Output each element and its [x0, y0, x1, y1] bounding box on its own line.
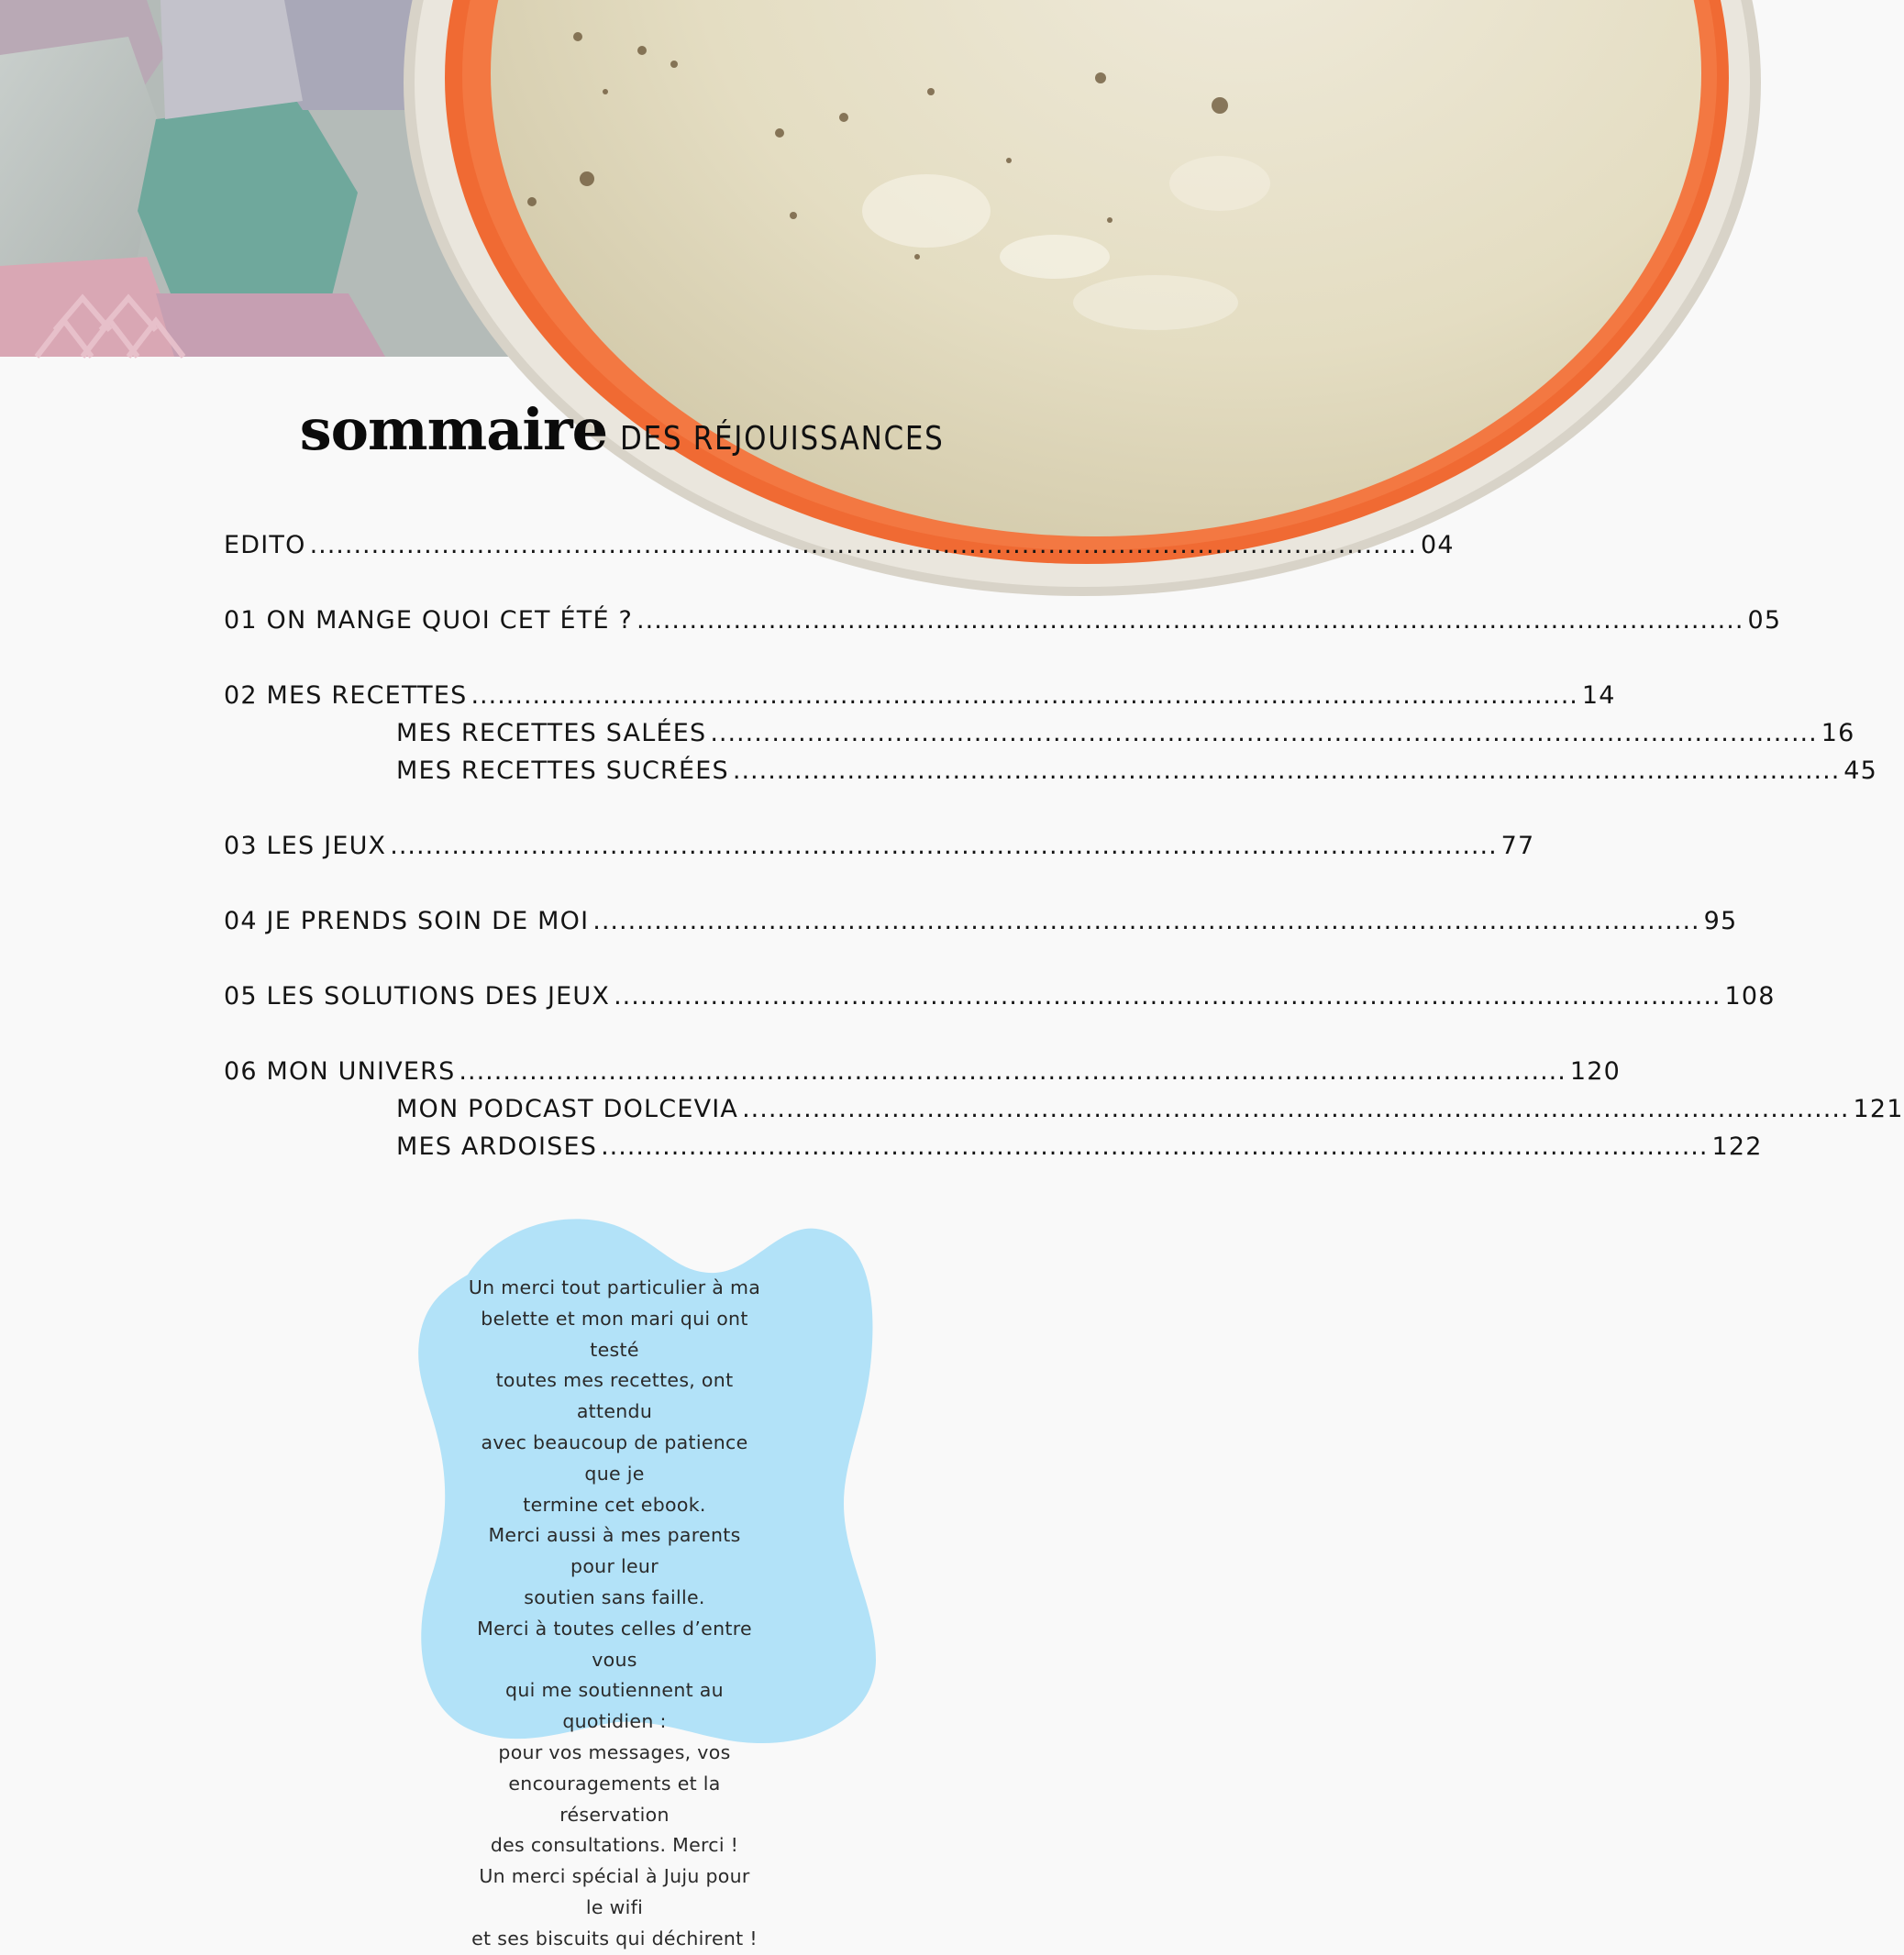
- toc-subentry-label: MES ARDOISES: [396, 1132, 598, 1161]
- toc-entry[interactable]: [224, 679, 1616, 713]
- toc-entry[interactable]: [224, 904, 1738, 939]
- toc-subentry-label: MES RECETTES SUCRÉES: [396, 757, 729, 785]
- title-main: sommaire: [299, 396, 608, 463]
- thanks-text: [468, 1273, 761, 1955]
- toc-entry-page: 77: [1500, 832, 1535, 860]
- toc-leader-dots: ..............................................................................................................................: [637, 606, 1744, 635]
- toc-entry-page: 120: [1569, 1057, 1621, 1086]
- thanks-line: encouragements et la réservation: [508, 1772, 721, 1826]
- toc-entry[interactable]: [224, 528, 1455, 563]
- thanks-line: Merci à toutes celles d’entre vous: [477, 1617, 752, 1671]
- toc-subentry-page: 121: [1853, 1095, 1904, 1123]
- toc-entry-label: EDITO: [224, 531, 306, 559]
- toc-subentry-label: MON PODCAST DOLCEVIA: [396, 1095, 739, 1123]
- thanks-line: Merci aussi à mes parents pour leur: [488, 1524, 741, 1578]
- toc-subentry-page: 16: [1821, 719, 1855, 747]
- toc-subentry-page: 45: [1843, 757, 1878, 785]
- toc-entry-page: 95: [1703, 907, 1738, 935]
- toc-entry-label: 02 MES RECETTES: [224, 681, 468, 710]
- toc-leader-dots: ..............................................................................................................................: [601, 1132, 1709, 1161]
- thanks-line: avec beaucoup de patience que je: [481, 1430, 748, 1485]
- toc-entry[interactable]: [224, 1055, 1621, 1089]
- title-sub: DES RÉJOUISSANCES: [620, 420, 945, 458]
- toc-entry-page: 14: [1581, 681, 1616, 710]
- thanks-line: et ses biscuits qui déchirent !: [471, 1927, 758, 1949]
- toc-entry-label: 01 ON MANGE QUOI CET ÉTÉ ?: [224, 606, 634, 635]
- toc-subentry[interactable]: [396, 754, 1878, 789]
- toc-entry-label: 05 LES SOLUTIONS DES JEUX: [224, 982, 611, 1011]
- thanks-line: toutes mes recettes, ont attendu: [495, 1369, 734, 1423]
- thanks-line: qui me soutiennent au quotidien :: [505, 1679, 724, 1733]
- thanks-line: Un merci tout particulier à ma: [468, 1276, 761, 1298]
- toc-entry-page: 05: [1747, 606, 1782, 635]
- toc-leader-dots: ..............................................................................................................................: [470, 681, 1578, 710]
- toc-leader-dots: ..............................................................................................................................: [309, 531, 1417, 559]
- toc-subentry-label: MES RECETTES SALÉES: [396, 719, 707, 747]
- thanks-line: soutien sans faille.: [524, 1585, 705, 1608]
- toc-leader-dots: ..............................................................................................................................: [592, 907, 1700, 935]
- toc-subentry[interactable]: [396, 716, 1855, 751]
- thanks-note: [413, 1201, 890, 1949]
- toc-entry[interactable]: [224, 829, 1535, 864]
- toc-leader-dots: ..............................................................................................................................: [614, 982, 1721, 1011]
- toc-leader-dots: ..............................................................................................................................: [742, 1095, 1850, 1123]
- toc-leader-dots: ..............................................................................................................................: [710, 719, 1818, 747]
- toc-entry-label: 06 MON UNIVERS: [224, 1057, 456, 1086]
- toc-subentry-page: 122: [1711, 1132, 1763, 1161]
- toc-leader-dots: ..............................................................................................................................: [459, 1057, 1566, 1086]
- thanks-line: Un merci spécial à Juju pour le wifi: [479, 1865, 750, 1918]
- toc-entry[interactable]: [224, 979, 1776, 1014]
- toc-entry-page: 108: [1724, 982, 1776, 1011]
- toc-leader-dots: ..............................................................................................................................: [390, 832, 1498, 860]
- thanks-line: pour vos messages, vos: [498, 1740, 731, 1763]
- toc-entry-label: 04 JE PRENDS SOIN DE MOI: [224, 907, 590, 935]
- toc-entry-page: 04: [1420, 531, 1455, 559]
- toc-subentry[interactable]: [396, 1092, 1904, 1127]
- thanks-line: termine cet ebook.: [523, 1493, 706, 1516]
- toc-entry-label: 03 LES JEUX: [224, 832, 387, 860]
- thanks-line: des consultations. Merci !: [490, 1834, 739, 1857]
- toc-leader-dots: ..............................................................................................................................: [732, 757, 1841, 785]
- toc-subentry[interactable]: [396, 1130, 1763, 1165]
- thanks-line: belette et mon mari qui ont testé: [481, 1307, 748, 1361]
- toc-entry[interactable]: [224, 603, 1782, 638]
